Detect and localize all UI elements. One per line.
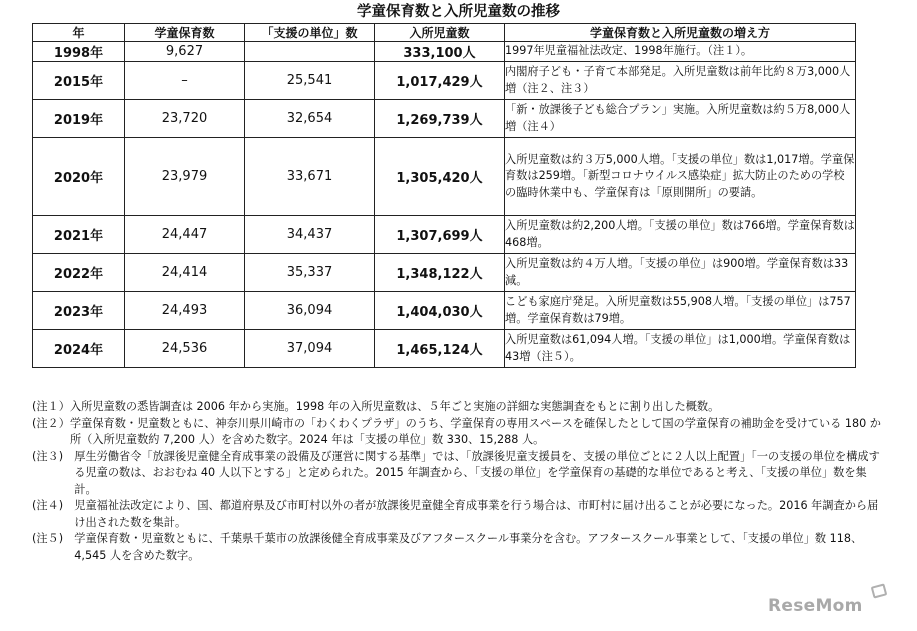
footnote-number: (注１） xyxy=(32,400,70,413)
cell-children: 1,465,124人 xyxy=(375,330,505,368)
table-header-row xyxy=(33,24,856,42)
footnote-text: 児童福祉法改定により、国、都道府県及び市町村以外の者が放課後児童健全育成事業を行う場合は、市町村に届け出ることが必要になった。2016 年調査から届け出された数を集計。 xyxy=(74,499,879,529)
cell-year: 2020年 xyxy=(33,138,125,216)
cell-gakudo: – xyxy=(125,62,245,100)
cell-gakudo: 23,979 xyxy=(125,138,245,216)
cell-desc: 内閣府子ども・子育て本部発足。入所児童数は前年比約８万3,000人増（注２、注３） xyxy=(505,62,856,100)
footnote-text: 入所児童数の悉皆調査は 2006 年から実施。1998 年の入所児童数は、５年ごと実施の詳細な実態調査をもとに割り出した概数。 xyxy=(69,400,720,413)
watermark-mark-icon xyxy=(871,583,888,598)
footnote xyxy=(32,498,882,531)
footnote-text: 学童保育数・児童数ともに、神奈川県川崎市の「わくわくプラザ」のうち、学童保育の専用スペースを確保したとして国の学童保育の補助金を受けている 180 か所（入所児童数約 7,200 人）を含めた数字。2024 年は「支援の単位」数 330、15,288 人。 xyxy=(69,416,881,446)
footnote-number: (注４) xyxy=(32,499,75,512)
footnote xyxy=(32,531,882,564)
cell-year: 2023年 xyxy=(33,292,125,330)
cell-unit: 33,671 xyxy=(245,138,375,216)
footnote-text: 厚生労働省令「放課後児童健全育成事業の設備及び運営に関する基準」では、「放課後児童支援員を、支援の単位ごとに２人以上配置」「一の支援の単位を構成する児童の数は、おおむね 40 人以下とする」と定められた。2015 年調査から、「支援の単位」を学童保育の基礎的な単位であると考え、「支援の単位」数を集計。 xyxy=(74,449,880,496)
header-year: 年 xyxy=(33,24,125,42)
cell-gakudo: 9,627 xyxy=(125,42,245,62)
cell-gakudo: 24,414 xyxy=(125,254,245,292)
table-row xyxy=(33,100,856,138)
table-row xyxy=(33,42,856,62)
table-row xyxy=(33,62,856,100)
cell-unit: 36,094 xyxy=(245,292,375,330)
cell-children: 1,305,420人 xyxy=(375,138,505,216)
cell-desc: 「新・放課後子ども総合プラン」実施。入所児童数は約５万8,000人増（注４） xyxy=(505,100,856,138)
table-row xyxy=(33,138,856,216)
footnote xyxy=(32,449,882,499)
cell-unit xyxy=(245,42,375,62)
cell-year: 2021年 xyxy=(33,216,125,254)
cell-year: 2019年 xyxy=(33,100,125,138)
cell-gakudo: 24,447 xyxy=(125,216,245,254)
cell-unit: 25,541 xyxy=(245,62,375,100)
footnote xyxy=(32,416,882,449)
cell-desc: 入所児童数は約４万人増。「支援の単位」は900増。学童保育数は33減。 xyxy=(505,254,856,292)
cell-desc: 入所児童数は約３万5,000人増。「支援の単位」数は1,017増。学童保育数は259増。「新型コロナウイルス感染症」拡大防止のための学校の臨時休業中も、学童保育は「原則開所」の要請。 xyxy=(505,138,856,216)
table-row xyxy=(33,292,856,330)
cell-unit: 32,654 xyxy=(245,100,375,138)
cell-year: 2024年 xyxy=(33,330,125,368)
cell-gakudo: 23,720 xyxy=(125,100,245,138)
cell-desc: こども家庭庁発足。入所児童数は55,908人増。「支援の単位」は757増。学童保育数は79増。 xyxy=(505,292,856,330)
table-row xyxy=(33,330,856,368)
cell-year: 2015年 xyxy=(33,62,125,100)
page-title: 学童保育数と入所児童数の推移 xyxy=(357,4,560,20)
footnotes xyxy=(32,399,882,564)
cell-unit: 35,337 xyxy=(245,254,375,292)
footnote-text: 学童保育数・児童数ともに、千葉県千葉市の放課後健全育成事業及びアフタースクール事業分を含む。アフタースクール事業として、「支援の単位」数 118、4,545 人を含めた数字。 xyxy=(74,532,863,562)
cell-gakudo: 24,536 xyxy=(125,330,245,368)
cell-children: 1,404,030人 xyxy=(375,292,505,330)
cell-desc: 入所児童数は61,094人増。「支援の単位」は1,000増。学童保育数は43増（注５）。 xyxy=(505,330,856,368)
cell-desc: 入所児童数は約2,200人増。「支援の単位」数は766増。学童保育数は468増。 xyxy=(505,216,856,254)
cell-gakudo: 24,493 xyxy=(125,292,245,330)
cell-children: 1,307,699人 xyxy=(375,216,505,254)
table-row xyxy=(33,254,856,292)
cell-unit: 37,094 xyxy=(245,330,375,368)
footnote-number: (注５) xyxy=(32,532,75,545)
footnote xyxy=(32,399,882,416)
header-support-unit-count: 「支援の単位」数 xyxy=(245,24,375,42)
footnote-number: (注２） xyxy=(32,416,70,430)
cell-children: 1,269,739人 xyxy=(375,100,505,138)
cell-children: 333,100人 xyxy=(375,42,505,62)
cell-children: 1,348,122人 xyxy=(375,254,505,292)
header-children-count: 入所児童数 xyxy=(375,24,505,42)
watermark-logo: ReseMom xyxy=(768,596,863,616)
header-growth: 学童保育数と入所児童数の増え方 xyxy=(505,24,856,42)
cell-children: 1,017,429人 xyxy=(375,62,505,100)
cell-year: 1998年 xyxy=(33,42,125,62)
cell-desc: 1997年児童福祉法改定、1998年施行。（注１）。 xyxy=(505,42,856,62)
data-table xyxy=(32,23,856,368)
header-gakudo-count: 学童保育数 xyxy=(125,24,245,42)
footnote-number: (注３) xyxy=(32,449,75,463)
cell-year: 2022年 xyxy=(33,254,125,292)
table-row xyxy=(33,216,856,254)
cell-unit: 34,437 xyxy=(245,216,375,254)
